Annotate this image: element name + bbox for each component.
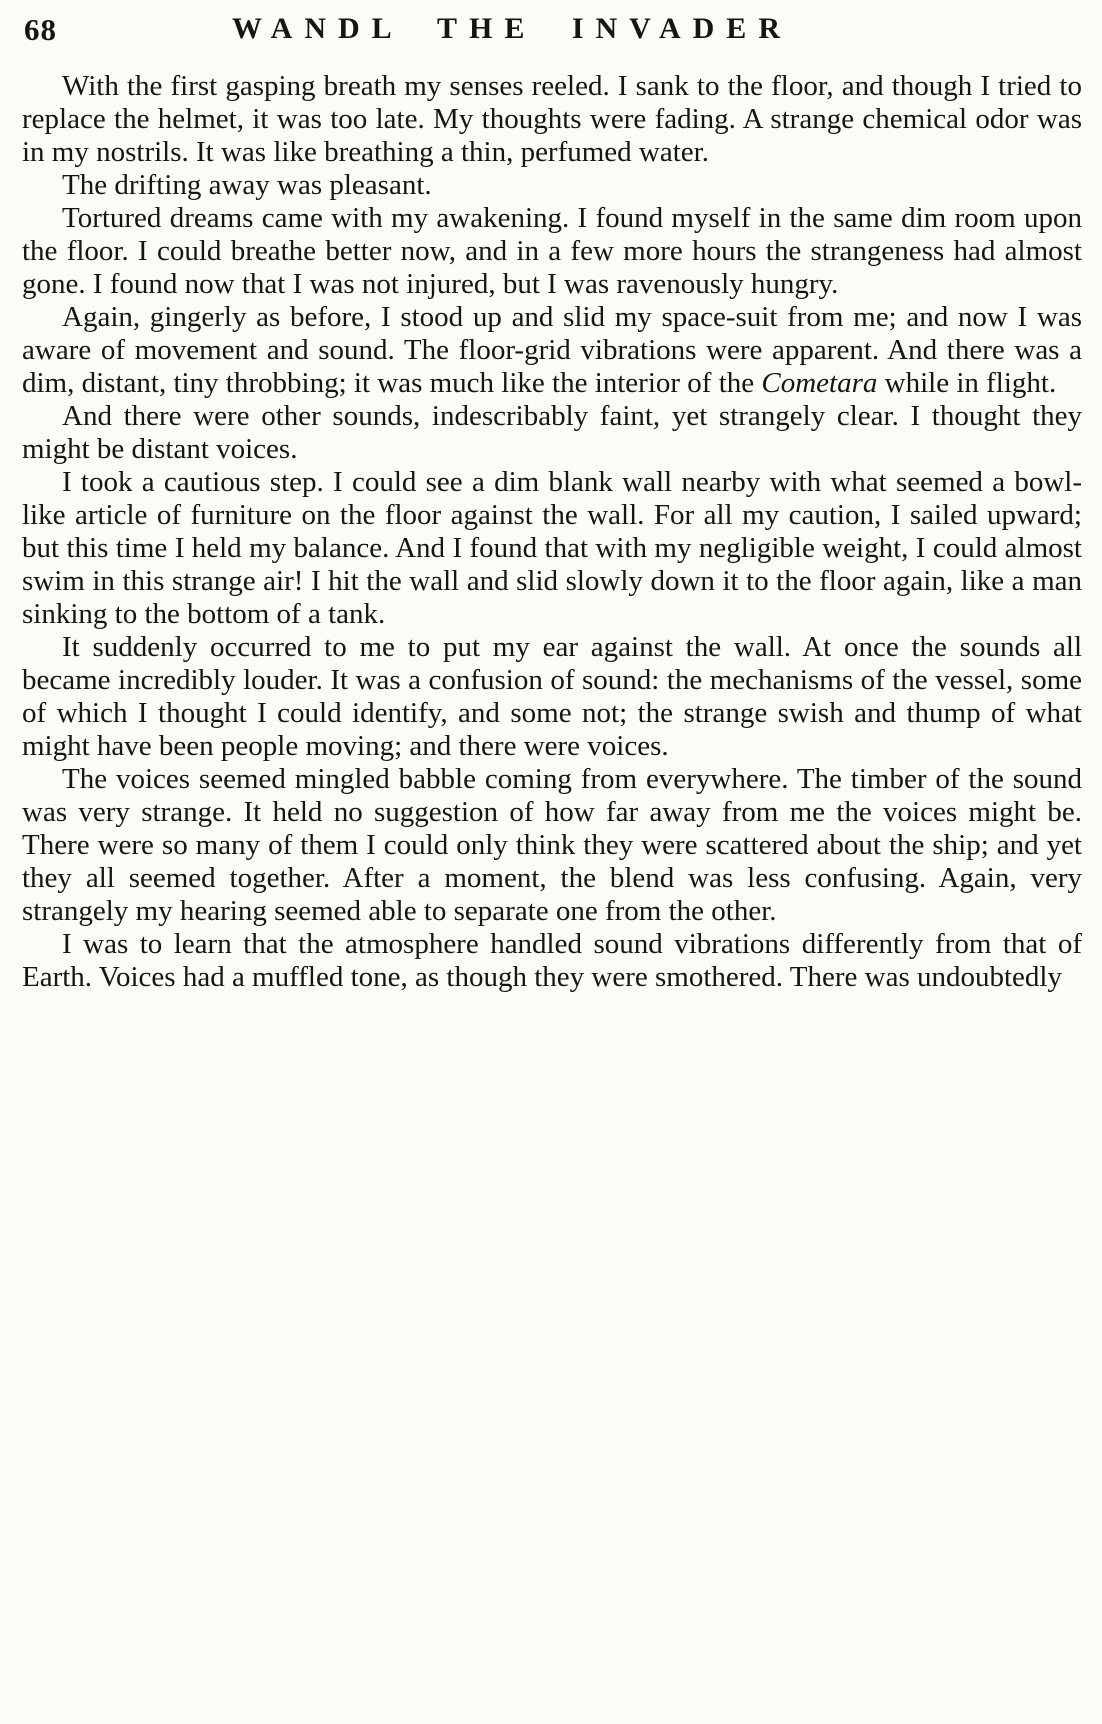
page-body xyxy=(22,70,1082,994)
paragraph xyxy=(22,202,1082,301)
paragraph xyxy=(22,466,1082,631)
text-run: Tortured dreams came with my awakening. I found myself in the same dim room upon the floor. I could breathe better now, and in a few more hours the strangeness had almost gone. I found now that I was not injured, but I was ravenously hungry. xyxy=(22,202,1082,300)
text-run: while in flight. xyxy=(877,367,1057,399)
text-run: I took a cautious step. I could see a dim blank wall nearby with what seemed a bowl-like article of furniture on the floor against the wall. For all my caution, I sailed upward; but this time I held my balance. And I found that with my negligible weight, I could almost swim in this strange air! I hit the wall and slid slowly down it to the floor again, like a man sinking to the bottom of a tank. xyxy=(22,466,1082,630)
page-number: 68 xyxy=(24,12,57,47)
paragraph xyxy=(22,928,1082,994)
text-run: It suddenly occurred to me to put my ear against the wall. At once the sounds all became incredibly louder. It was a confusion of sound: the mechanisms of the vessel, some of which I thought I could identify, and some not; the strange swish and thump of what might have been people moving; and there were voices. xyxy=(22,631,1082,762)
text-run: And there were other sounds, indescribably faint, yet strangely clear. I thought they might be distant voices. xyxy=(22,400,1082,465)
paragraph xyxy=(22,301,1082,400)
text-run: The voices seemed mingled babble coming from everywhere. The timber of the sound was very strange. It held no suggestion of how far away from me the voices might be. There were so many of them I could only think they were scattered about the ship; and yet they all seemed together. After a moment, the blend was less confusing. Again, very strangely my hearing seemed able to separate one from the other. xyxy=(22,763,1082,927)
text-run: I was to learn that the atmosphere handled sound vibrations differently from that of Earth. Voices had a muffled tone, as though they were smothered. There was undoubtedly xyxy=(22,928,1082,993)
running-title: WANDL THE INVADER xyxy=(232,12,792,45)
paragraph xyxy=(22,763,1082,928)
paragraph xyxy=(22,169,1082,202)
paragraph xyxy=(22,400,1082,466)
italic-text-run: Cometara xyxy=(761,367,878,399)
page-header xyxy=(22,12,1082,56)
text-run: Again, gingerly as before, I stood up and slid my space-suit from me; and now I was aware of movement and sound. The floor-grid vibrations were apparent. And there was a dim, distant, tiny throbbing; it was much like the interior of the xyxy=(22,301,1082,399)
paragraph xyxy=(22,631,1082,763)
text-run: With the first gasping breath my senses reeled. I sank to the floor, and though I tried to replace the helmet, it was too late. My thoughts were fading. A strange chemical odor was in my nostrils. It was like breathing a thin, perfumed water. xyxy=(22,70,1082,168)
text-run: The drifting away was pleasant. xyxy=(62,169,432,201)
paragraph xyxy=(22,70,1082,169)
